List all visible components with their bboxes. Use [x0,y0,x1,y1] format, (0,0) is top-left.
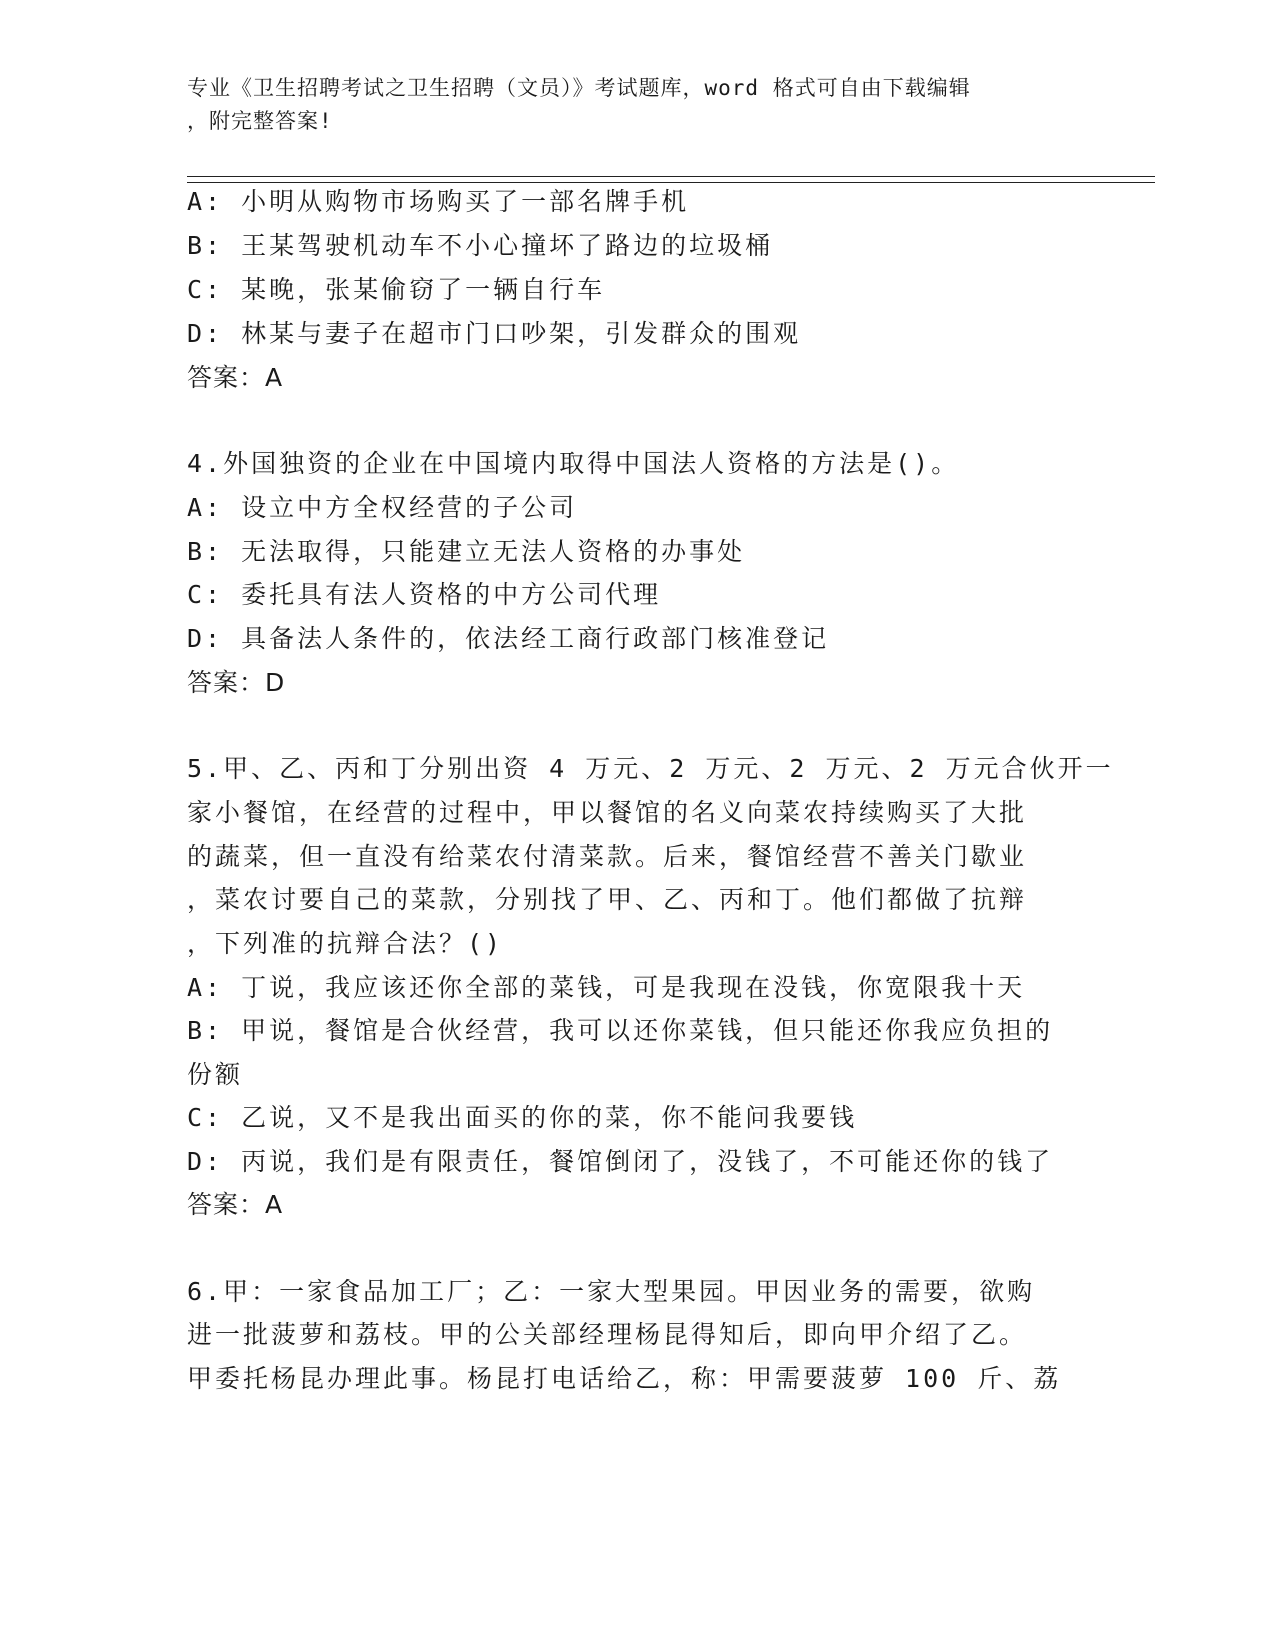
q3-option-b: B: 王某驾驶机动车不小心撞坏了路边的垃圾桶 [187,231,774,260]
q5-option-b-line: B: 甲说，餐馆是合伙经营，我可以还你菜钱，但只能还你我应负担的 [187,1016,1054,1045]
q4-option-b: B: 无法取得，只能建立无法人资格的办事处 [187,537,746,566]
q6-stem-line: 进一批菠萝和荔枝。甲的公关部经理杨昆得知后，即向甲介绍了乙。 [187,1320,1028,1349]
q5-stem-line: 家小餐馆，在经营的过程中，甲以餐馆的名义向菜农持续购买了大批 [187,798,1028,827]
q5-stem-line: 的蔬菜，但一直没有给菜农付清菜款。后来，餐馆经营不善关门歇业 [187,842,1028,871]
q5-option-a: A: 丁说，我应该还你全部的菜钱，可是我现在没钱，你宽限我十天 [187,973,1026,1002]
q5-stem-line: ，下列准的抗辩合法？() [187,929,504,958]
q3-option-a: A: 小明从购物市场购买了一部名牌手机 [187,187,690,216]
q4-stem: 4.外国独资的企业在中国境内取得中国法人资格的方法是()。 [187,449,960,478]
q5-answer: 答案：A [187,1190,284,1219]
q5-option-b-line: 份额 [187,1060,244,1089]
q5-option-d: D: 丙说，我们是有限责任，餐馆倒闭了，没钱了，不可能还你的钱了 [187,1147,1054,1176]
q5-option-c: C: 乙说，又不是我出面买的你的菜，你不能问我要钱 [187,1103,858,1132]
q5-stem-line: 5.甲、乙、丙和丁分别出资 4 万元、2 万元、2 万元、2 万元合伙开一 [187,754,1114,783]
q6-stem-line: 甲委托杨昆办理此事。杨昆打电话给乙，称：甲需要菠萝 100 斤、荔 [187,1364,1062,1393]
q5-stem-line: ，菜农讨要自己的菜款，分别找了甲、乙、丙和丁。他们都做了抗辩 [187,885,1028,914]
header-line-1: 专业《卫生招聘考试之卫生招聘（文员）》考试题库，word 格式可自由下载编辑 [187,76,971,100]
q6-stem-line: 6.甲：一家食品加工厂；乙：一家大型果园。甲因业务的需要，欲购 [187,1277,1036,1306]
q3-option-d: D: 林某与妻子在超市门口吵架，引发群众的围观 [187,319,802,348]
q4-option-c: C: 委托具有法人资格的中方公司代理 [187,580,662,609]
q4-option-a: A: 设立中方全权经营的子公司 [187,493,578,522]
q3-answer: 答案：A [187,363,284,392]
q4-answer: 答案：D [187,668,286,697]
document-header [187,72,1067,138]
q4-option-d: D: 具备法人条件的，依法经工商行政部门核准登记 [187,624,830,653]
header-line-2: ，附完整答案! [187,109,333,133]
q3-option-c: C: 某晚，张某偷窃了一辆自行车 [187,275,606,304]
header-divider-top [187,176,1155,177]
header-divider-bottom [187,182,1155,183]
